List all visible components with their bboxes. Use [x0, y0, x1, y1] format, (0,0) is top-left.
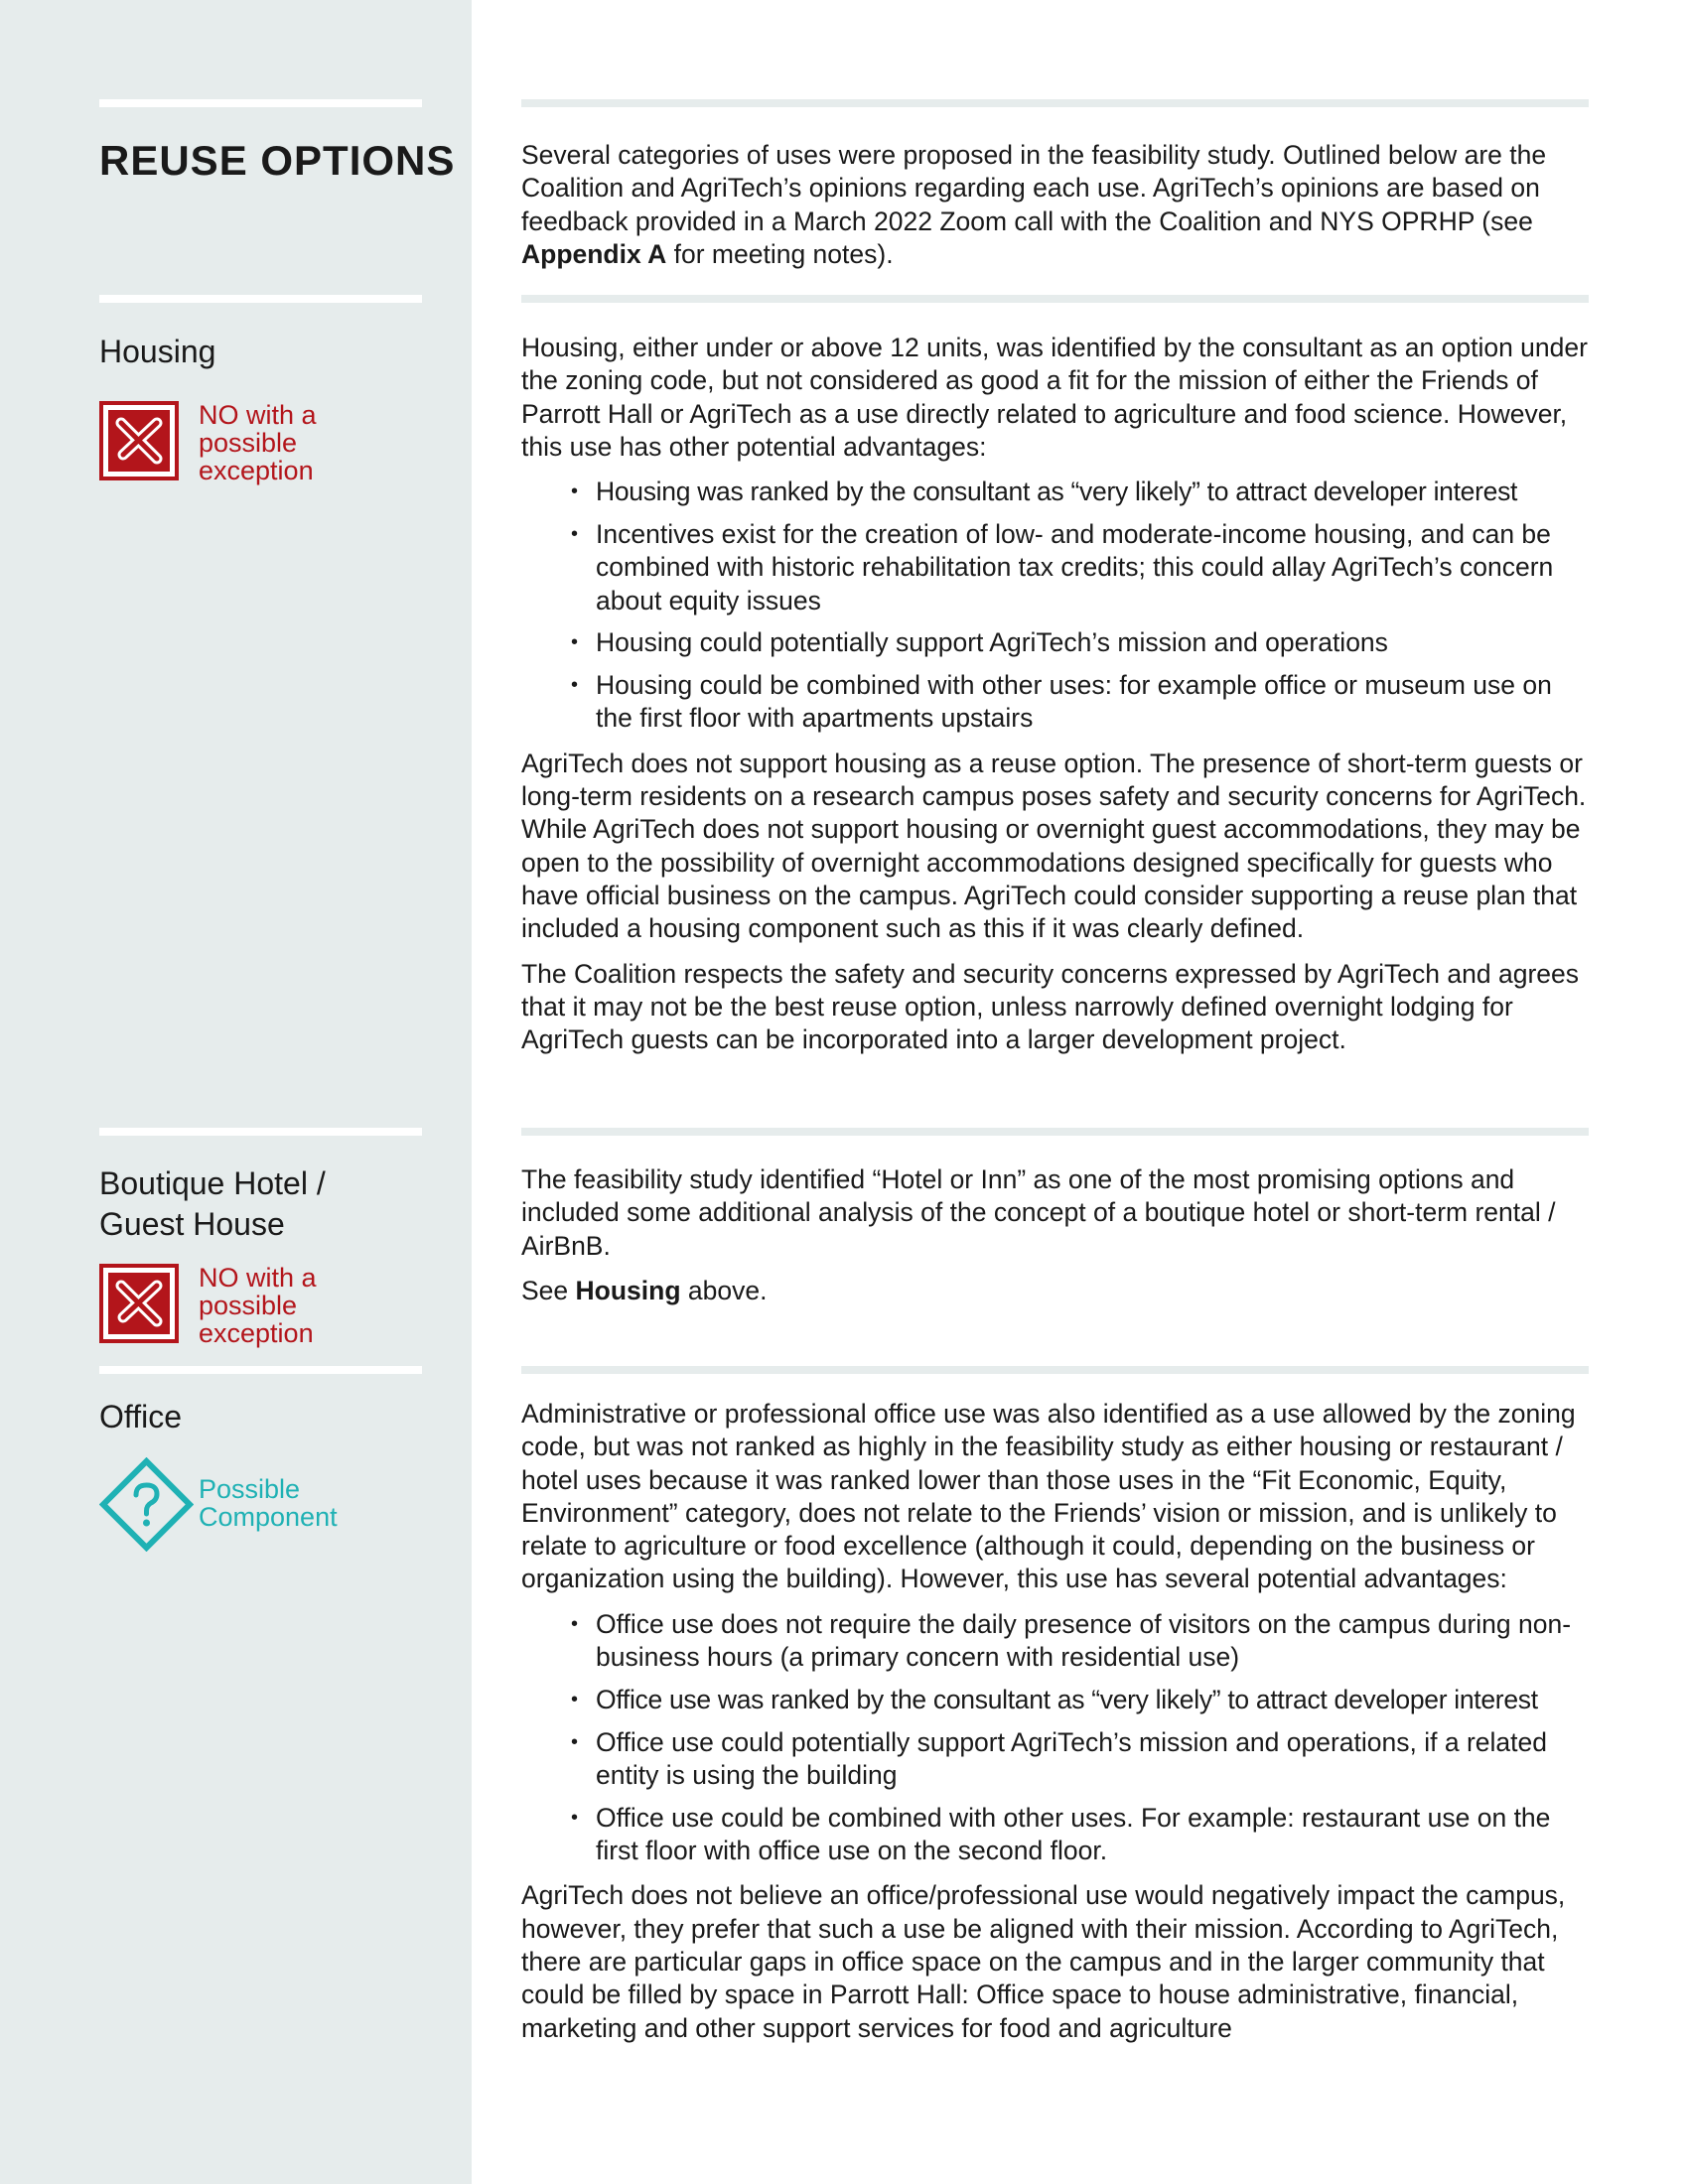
list-item: • Office use could potentially support AgriTech’s mission and operations, if a related entity is using the building: [571, 1726, 1592, 1793]
hotel-body: [521, 1163, 1592, 1319]
list-item: • Office use was ranked by the consultant as “very likely” to attract developer interest: [571, 1684, 1592, 1716]
office-title: Office: [99, 1399, 182, 1434]
housing-paragraph-3: The Coalition respects the safety and security concerns expressed by AgriTech and agrees that it may not be the best reuse option, unless narrowly defined overnight lodging for AgriTech guests can be incorporated into a larger development project.: [521, 958, 1579, 1055]
office-paragraph-2: AgriTech does not believe an office/professional use would negatively impact the campus, however, they prefer that such a use be aligned with their mission. According to AgriTech, there are particular gaps in office space on the campus and in the larger community that could be filled by space in Parrott Hall: Office space to house administrative, financial, marketing and other support services for food and agriculture: [521, 1880, 1566, 2043]
housing-status-badge: [99, 401, 427, 490]
list-item: • Housing was ranked by the consultant as “very likely” to attract developer interest: [571, 476, 1592, 508]
x-mark-icon: [99, 401, 179, 480]
see-suffix: above.: [680, 1275, 768, 1305]
sidebar-panel: [0, 0, 472, 2184]
section-divider: [521, 1366, 1589, 1374]
intro-text-pre: Several categories of uses were proposed in the feasibility study. Outlined below are the Coalition and AgriTech’s opinions regarding each use. AgriTech’s opinions are based on feedback provided in a March 2022 Zoom call with the Coalition and NYS OPRHP (see: [521, 140, 1547, 236]
housing-title: Housing: [99, 334, 216, 369]
page-title: REUSE OPTIONS: [99, 137, 456, 184]
appendix-reference: Appendix A: [521, 238, 667, 269]
list-item: • Housing could potentially support AgriTech’s mission and operations: [571, 626, 1592, 659]
office-status-badge: [99, 1457, 427, 1547]
section-divider: [521, 99, 1589, 107]
section-divider: [99, 99, 422, 107]
section-divider: [99, 1366, 422, 1374]
hotel-status-badge: [99, 1264, 427, 1353]
hotel-title: [99, 1163, 326, 1245]
section-divider: [99, 1128, 422, 1136]
x-mark-icon: [99, 1264, 179, 1343]
housing-body: [521, 332, 1592, 1068]
office-advantages-list: [521, 1608, 1592, 1868]
question-diamond-icon: [99, 1457, 194, 1552]
housing-paragraph-1: Housing, either under or above 12 units, was identified by the consultant as an option under the zoning code, but not considered as good a fit for the mission of either the Friends of Parrott Hall or AgriTech as a use directly related to agriculture and food science. However, this use has other potential advantages:: [521, 333, 1588, 462]
hotel-see-housing: [521, 1275, 1592, 1307]
hotel-title-line-1: Boutique Hotel /: [99, 1165, 326, 1201]
hotel-status-label: NO with a possible exception: [199, 1263, 317, 1348]
list-item: • Office use could be combined with other uses. For example: restaurant use on the first floor with office use on the second floor.: [571, 1802, 1592, 1868]
hotel-title-line-2: Guest House: [99, 1206, 285, 1242]
office-status-label: Possible Component: [199, 1474, 338, 1532]
section-divider: [521, 295, 1589, 303]
housing-paragraph-2: AgriTech does not support housing as a reuse option. The presence of short-term guests or long-term residents on a research campus poses safety and security concerns for AgriTech. While AgriTech does not support housing or overnight guest accommodations, they may be open to the possibility of overnight accommodations designed specifically for guests who have official business on the campus. AgriTech could consider supporting a reuse plan that included a housing component such as this if it was clearly defined.: [521, 748, 1587, 944]
office-body: [521, 1398, 1592, 2057]
section-divider: [99, 295, 422, 303]
housing-reference: Housing: [575, 1275, 681, 1305]
intro-text: [521, 139, 1592, 283]
housing-status-label: NO with a possible exception: [199, 400, 317, 485]
intro-text-post: for meeting notes).: [666, 238, 894, 269]
housing-advantages-list: [521, 476, 1592, 736]
see-prefix: See: [521, 1275, 576, 1305]
office-paragraph-1: Administrative or professional office use was also identified as a use allowed by the zoning code, but was not ranked as highly in the feasibility study as either housing or restaurant / hotel uses because it was ranked lower than those uses in the “Fit Economic, Equity, Environment” category, does not relate to the Friends’ vision or mission, and is unlikely to relate to agriculture or food excellence (although it could, depending on the business or organization using the building). However, this use has several potential advantages:: [521, 1399, 1576, 1594]
section-divider: [521, 1128, 1589, 1136]
hotel-paragraph-1: The feasibility study identified “Hotel or Inn” as one of the most promising options and included some additional analysis of the concept of a boutique hotel or short-term rental / AirBnB.: [521, 1164, 1556, 1261]
list-item: • Office use does not require the daily presence of visitors on the campus during non-business hours (a primary concern with residential use): [571, 1608, 1592, 1675]
list-item: • Housing could be combined with other uses: for example office or museum use on the first floor with apartments upstairs: [571, 669, 1592, 736]
list-item: • Incentives exist for the creation of low- and moderate-income housing, and can be combined with historic rehabilitation tax credits; this could allay AgriTech’s concern about equity issues: [571, 518, 1592, 617]
